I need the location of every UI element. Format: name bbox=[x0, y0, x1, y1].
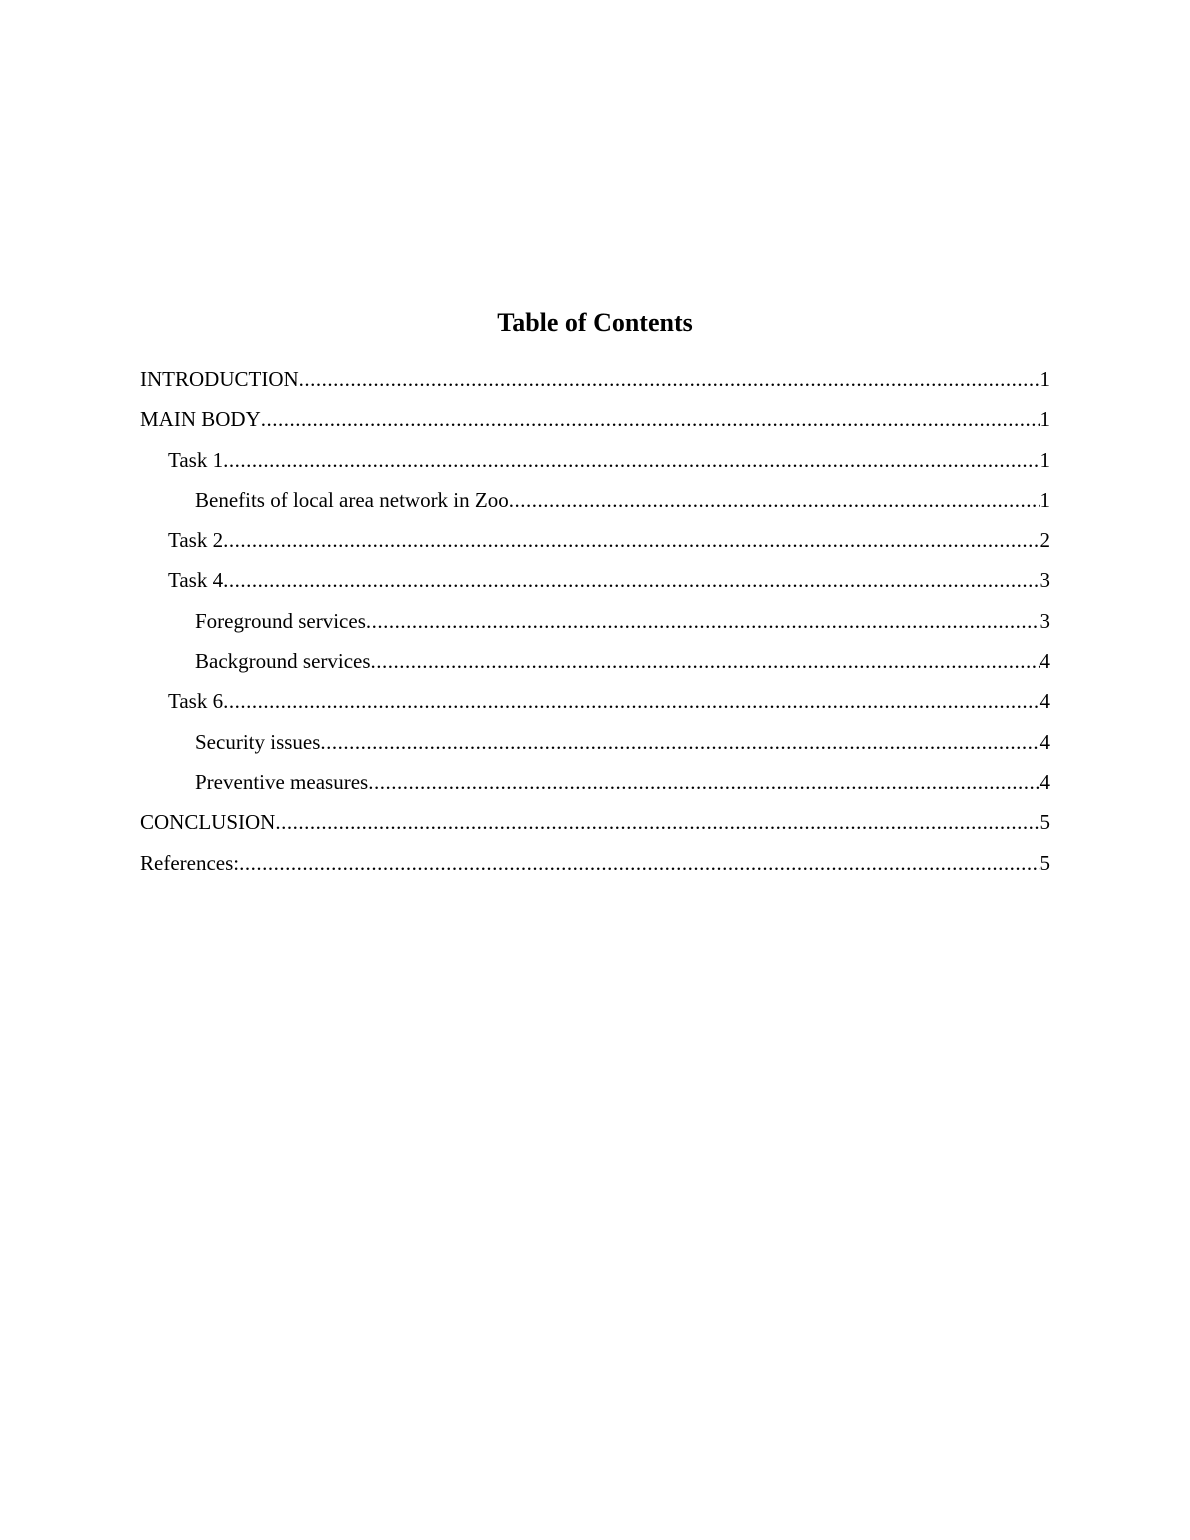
toc-entry-label: Task 2 bbox=[168, 528, 224, 553]
toc-entry-label: INTRODUCTION bbox=[140, 367, 299, 391]
toc-entry-label: References: bbox=[140, 850, 240, 875]
toc-page-number: 4 bbox=[1039, 729, 1050, 754]
toc-page-number: 4 bbox=[1039, 769, 1050, 794]
toc-page-number: 5 bbox=[1039, 850, 1050, 875]
toc-dot-leader bbox=[320, 728, 1039, 756]
toc-page-number: 4 bbox=[1039, 649, 1050, 674]
toc-entry-label: Task 1 bbox=[168, 447, 224, 472]
toc-entry-foreground-services[interactable] bbox=[140, 607, 1050, 647]
toc-entry-label: Task 6 bbox=[168, 689, 224, 714]
toc-entry-task-1[interactable] bbox=[140, 446, 1050, 486]
toc-page-number: 2 bbox=[1039, 528, 1050, 553]
toc-dot-leader bbox=[223, 687, 1039, 715]
toc-page-number: 1 bbox=[1039, 487, 1050, 512]
toc-entry-label: Preventive measures bbox=[195, 769, 369, 794]
toc-entry-label: Background services bbox=[195, 649, 371, 674]
toc-entry-label: Task 4 bbox=[168, 568, 224, 593]
toc-entry-background-services[interactable] bbox=[140, 647, 1050, 687]
toc-entry-task-4[interactable] bbox=[140, 566, 1050, 606]
toc-entry-task-6[interactable] bbox=[140, 687, 1050, 727]
toc-page-number: 1 bbox=[1039, 407, 1050, 432]
toc-page-number: 3 bbox=[1039, 568, 1050, 593]
toc-entry-label: MAIN BODY bbox=[140, 407, 261, 432]
toc-entry-benefits-of-lan[interactable] bbox=[140, 486, 1050, 526]
toc-entry-security-issues[interactable] bbox=[140, 728, 1050, 768]
toc-page-number: 1 bbox=[1039, 447, 1050, 472]
toc-dot-leader bbox=[239, 849, 1039, 877]
toc-entry-label: Benefits of local area network in Zoo bbox=[195, 487, 509, 512]
toc-page-number: 5 bbox=[1039, 810, 1050, 835]
toc-dot-leader bbox=[368, 768, 1039, 796]
toc-dot-leader bbox=[261, 405, 1040, 433]
toc-dot-leader bbox=[371, 647, 1040, 675]
toc-dot-leader bbox=[223, 526, 1039, 554]
toc-entry-preventive-measures[interactable] bbox=[140, 768, 1050, 808]
toc-entry-conclusion[interactable] bbox=[140, 808, 1050, 848]
toc-entry-main-body[interactable] bbox=[140, 405, 1050, 445]
toc-dot-leader bbox=[366, 607, 1040, 635]
toc-entry-label: Security issues bbox=[195, 729, 321, 754]
toc-page-number: 4 bbox=[1039, 689, 1050, 714]
toc-title: Table of Contents bbox=[497, 308, 693, 337]
toc-dot-leader bbox=[223, 446, 1039, 474]
toc-page-number: 3 bbox=[1039, 608, 1050, 633]
toc-entry-references[interactable] bbox=[140, 849, 1050, 889]
toc-entry-label: Foreground services bbox=[195, 608, 366, 633]
toc-dot-leader bbox=[509, 486, 1040, 514]
toc-page-number: 1 bbox=[1039, 367, 1050, 391]
toc-dot-leader bbox=[299, 365, 1040, 393]
toc-dot-leader bbox=[275, 808, 1039, 836]
toc-entry-label: CONCLUSION bbox=[140, 810, 276, 835]
toc-entry-introduction[interactable] bbox=[140, 365, 1050, 405]
table-of-contents bbox=[140, 365, 1050, 889]
toc-entry-task-2[interactable] bbox=[140, 526, 1050, 566]
toc-dot-leader bbox=[223, 566, 1039, 594]
